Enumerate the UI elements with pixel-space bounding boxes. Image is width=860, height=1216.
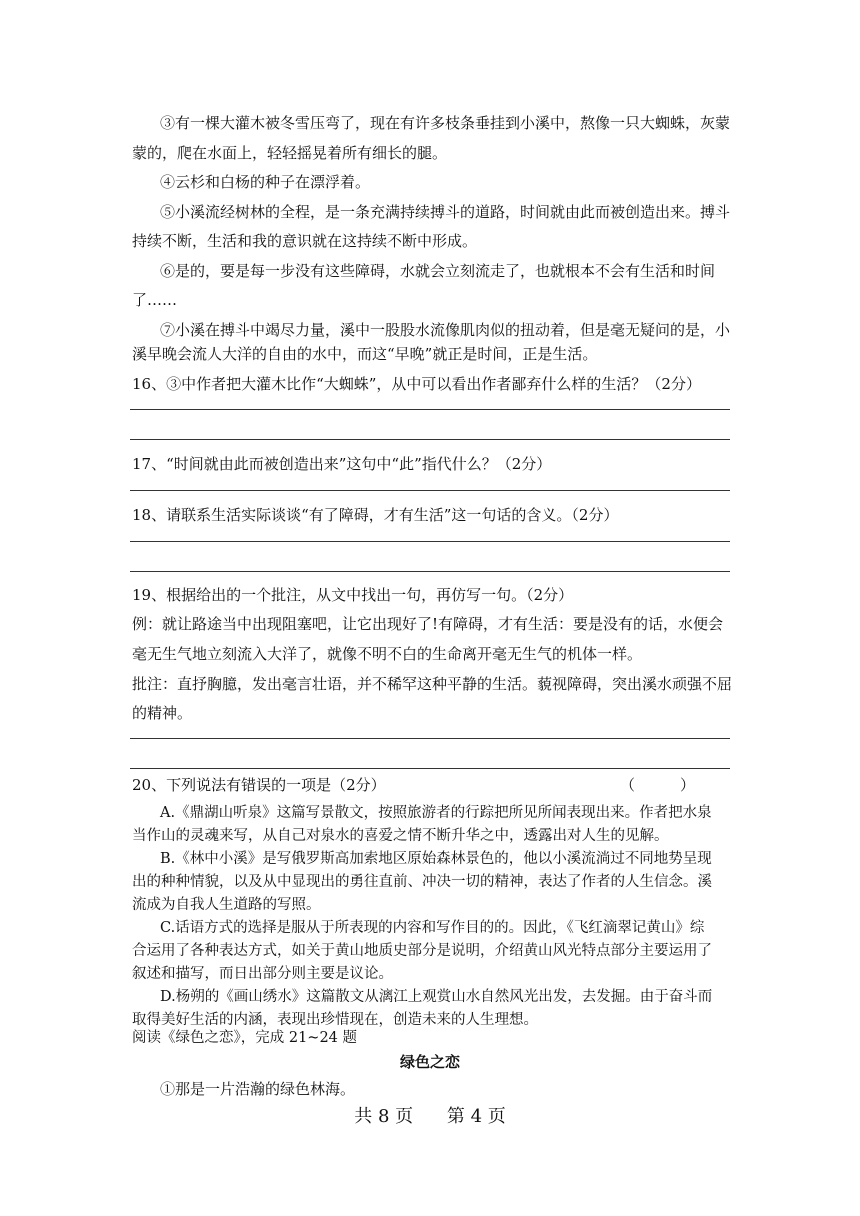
reading-paragraph-1: ①那是一片浩瀚的绿色林海。 (160, 1080, 356, 1098)
option-a-line-1: A.《鼎湖山听泉》这篇写景散文，按照旅游者的行踪把所见所闻表现出来。作者把水泉 (160, 805, 712, 821)
question-17: 17、“时间就由此而被创造出来”这句中“此”指代什么？（2分） (132, 455, 552, 473)
answer-bracket[interactable]: （ ） (620, 776, 696, 794)
answer-line[interactable] (130, 409, 730, 410)
example-line-2: 毫无生气地立刻流入大洋了，就像不明不白的生命离开毫无生气的机体一样。 (132, 645, 643, 663)
answer-line[interactable] (130, 768, 730, 769)
option-d-line-2: 取得美好生活的内涵，表现出珍惜现在，创造未来的人生理想。 (132, 1012, 538, 1028)
answer-line[interactable] (130, 541, 730, 542)
annotation-line-1: 批注：直抒胸臆，发出毫言壮语，并不稀罕这种平静的生活。藐视障碍，突出溪水顽强不屈 (132, 675, 733, 693)
question-16: 16、③中作者把大灌木比作“大蜘蛛”，从中可以看出作者鄙弃什么样的生活？（2分） (132, 375, 701, 393)
paragraph-3-line-1: ③有一棵大灌木被冬雪压弯了，现在有许多枝条垂挂到小溪中，熬像一只大蜘蛛，灰蒙 (160, 114, 731, 132)
paragraph-5-line-1: ⑤小溪流经树林的全程，是一条充满持续搏斗的道路，时间就由此而被创造出来。搏斗 (160, 203, 731, 221)
answer-line[interactable] (130, 490, 730, 491)
paragraph-6-line-2: 了…… (132, 291, 178, 309)
page-footer (0, 1105, 860, 1129)
option-c-line-1: C.话语方式的选择是服从于所表现的内容和写作目的的。因此，《飞红滴翠记黄山》综 (160, 920, 705, 936)
total-pages: 共 8 页 (354, 1106, 414, 1127)
example-line-1: 例：就让路途当中出现阻塞吧，让它出现好了!有障碍，才有生活：要是没有的话，水便会 (132, 615, 724, 633)
answer-line[interactable] (130, 738, 730, 739)
paragraph-4: ④云杉和白杨的种子在漂浮着。 (160, 173, 371, 191)
option-b-line-1: B.《林中小溪》是写俄罗斯高加索地区原始森林景色的，他以小溪流淌过不同地势呈现 (160, 851, 712, 867)
current-page: 第 4 页 (446, 1106, 506, 1127)
option-b-line-3: 流成为自我人生道路的写照。 (132, 897, 321, 913)
paragraph-5-line-2: 持续不断，生活和我的意识就在这持续不断中形成。 (132, 232, 478, 250)
reading-intro: 阅读《绿色之恋》，完成 21~24 题 (132, 1030, 358, 1046)
option-d-line-1: D.杨朔的《画山绣水》这篇散文从漓江上观赏山水自然风光出发，去发掘。由于奋斗而 (160, 989, 713, 1005)
answer-line[interactable] (130, 571, 730, 572)
option-c-line-3: 叙述和描写，而日出部分则主要是议论。 (132, 966, 393, 982)
option-b-line-2: 出的种种情貌，以及从中显现出的勇往直前、冲决一切的精神，表达了作者的人生信念。溪 (132, 874, 712, 890)
annotation-line-2: 的精神。 (132, 704, 193, 722)
answer-line[interactable] (130, 439, 730, 440)
paragraph-3-line-2: 蒙的，爬在水面上，轻轻摇晃着所有细长的腿。 (132, 144, 448, 162)
question-18: 18、请联系生活实际谈谈“有了障碍，才有生活”这一句话的含义。（2分） (132, 506, 619, 524)
option-c-line-2: 合运用了各种表达方式，如关于黄山地质史部分是说明，介绍黄山风光特点部分主要运用了 (132, 943, 712, 959)
reading-title: 绿色之恋 (399, 1053, 460, 1071)
paragraph-7-line-1: ⑦小溪在搏斗中竭尽力量，溪中一股股水流像肌肉似的扭动着，但是毫无疑问的是，小 (160, 321, 731, 339)
option-a-line-2: 当作山的灵魂来写，从自己对泉水的喜爱之情不断升华之中，透露出对人生的见解。 (132, 828, 669, 844)
question-19: 19、根据给出的一个批注，从文中找出一句，再仿写一句。（2分） (132, 586, 574, 604)
paragraph-7-line-2: 溪早晚会流人大洋的自由的水中，而这“早晚”就正是时间，正是生活。 (132, 345, 598, 363)
paragraph-6-line-1: ⑥是的，要是每一步没有这些障碍，水就会立刻流走了，也就根本不会有生活和时间 (160, 262, 716, 280)
question-20: 20、下列说法有错误的一项是（2分） (132, 776, 386, 794)
